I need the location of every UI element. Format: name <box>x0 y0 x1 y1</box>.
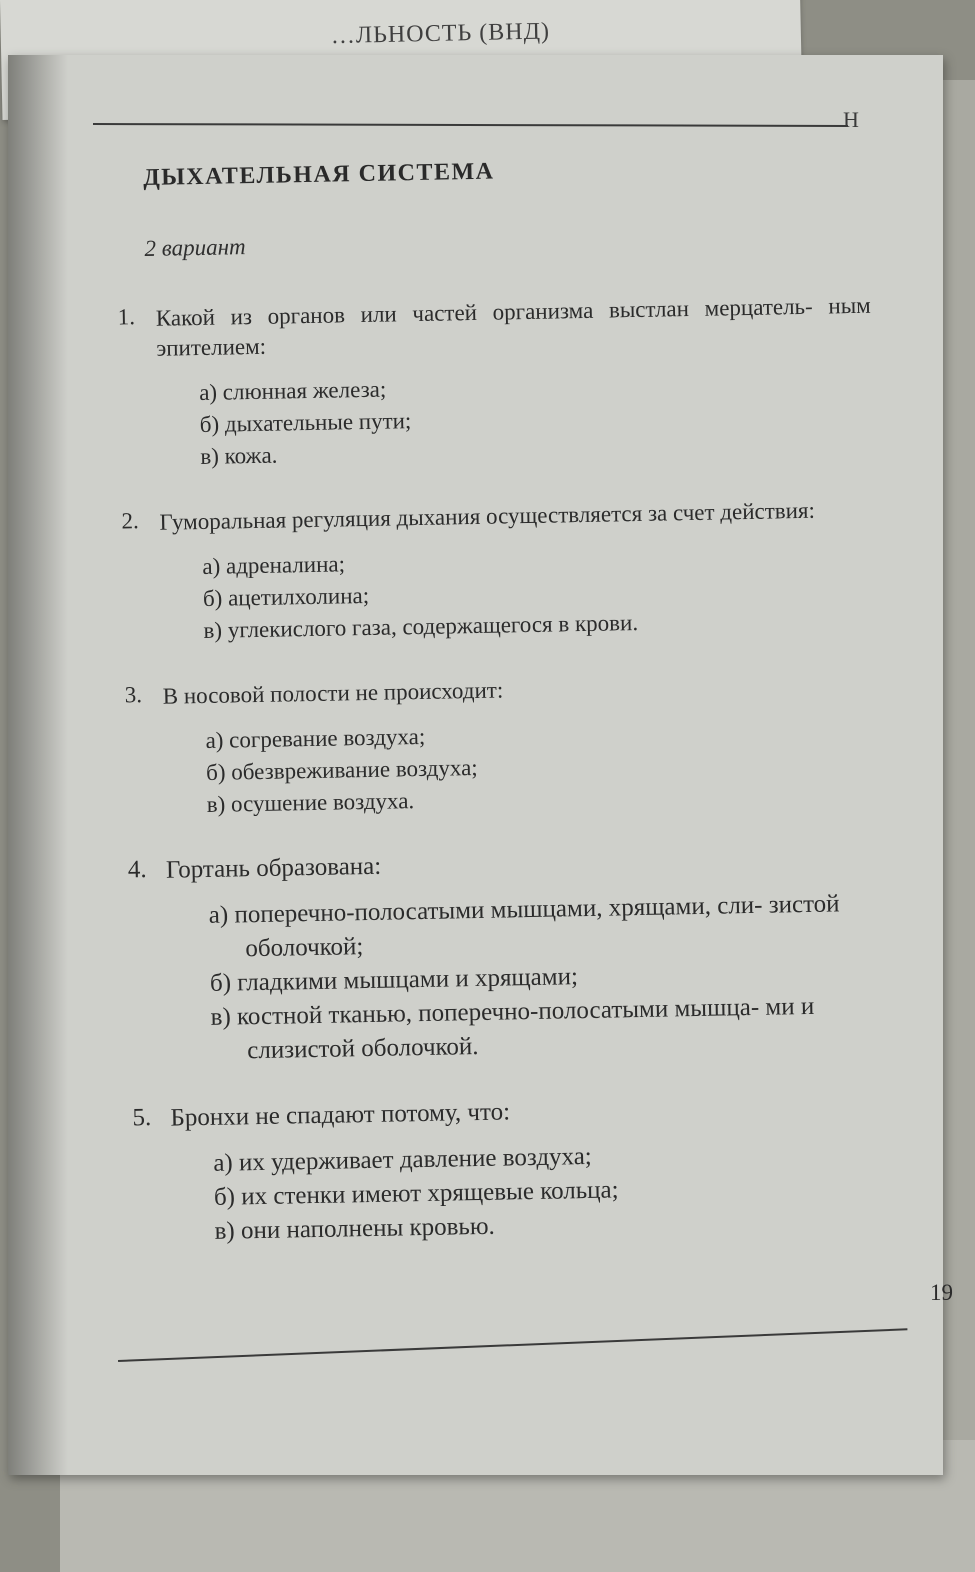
question-4 <box>127 842 920 1070</box>
question-text: В носовой полости не происходит: <box>162 677 504 709</box>
answer-options <box>199 364 909 473</box>
page-content <box>117 151 923 1284</box>
answer-options <box>202 538 912 647</box>
question-1 <box>117 290 909 474</box>
question-number: 2. <box>121 508 139 534</box>
answer-option-b: б) дыхательные пути; <box>199 408 412 438</box>
question-text: Какой из органов или частей организма выстлан мерцатель- ным эпителием: <box>155 292 871 361</box>
answer-options <box>205 712 915 821</box>
answer-option-b: б) обезвреживание воздуха; <box>205 754 478 785</box>
answer-option-b: б) их стенки имеют хрящевые кольца; <box>213 1176 619 1211</box>
question-number: 1. <box>117 304 136 330</box>
page-number: 19 <box>930 1280 953 1305</box>
question-number: 5. <box>132 1104 152 1132</box>
question-text: Гортань образована: <box>165 852 382 884</box>
answer-option-a: а) их удерживает давление воздуха; <box>213 1142 592 1177</box>
background-sheet-title: …ЛЬНОСТЬ (ВНД) <box>330 18 551 50</box>
header-mark: H <box>843 107 859 132</box>
question-2 <box>121 494 911 648</box>
answer-option-a: а) согревание воздуха; <box>205 723 426 753</box>
header-rule <box>93 123 848 127</box>
question-5 <box>132 1090 923 1250</box>
page-title: ДЫХАТЕЛЬНАЯ СИСТЕМА <box>143 158 495 191</box>
answer-option-c: в) углекислого газа, содержащегося в крови. <box>203 610 639 643</box>
page-spine-shadow <box>8 55 68 1475</box>
answer-options <box>208 886 919 1069</box>
question-text: Бронхи не спадают потому, что: <box>170 1098 511 1132</box>
answer-option-c: в) кожа. <box>200 442 278 469</box>
footer-rule <box>118 1328 907 1362</box>
answer-option-c: в) осушение воздуха. <box>206 788 415 817</box>
answer-option-c: в) они наполнены кровью. <box>214 1212 496 1245</box>
answer-option-c: в) костной тканью, поперечно-полосатыми мышца- ми и слизистой оболочкой. <box>210 992 815 1065</box>
question-number: 4. <box>127 856 147 884</box>
answer-option-b: б) гладкими мышцами и хрящами; <box>209 963 579 997</box>
question-number: 3. <box>124 682 143 708</box>
book-page <box>8 55 943 1475</box>
answer-options <box>213 1134 923 1249</box>
answer-option-a: а) слюнная железа; <box>198 376 387 406</box>
variant-label: 2 вариант <box>144 234 246 261</box>
question-text: Гуморальная регуляция дыхания осуществляется за счет действия: <box>159 497 816 535</box>
answer-option-b: б) ацетилхолина; <box>202 582 370 611</box>
question-3 <box>124 668 914 822</box>
answer-option-a: а) адреналина; <box>202 551 346 579</box>
answer-option-a: а) поперечно-полосатыми мышцами, хрящами, сли- зистой оболочкой; <box>208 890 840 963</box>
